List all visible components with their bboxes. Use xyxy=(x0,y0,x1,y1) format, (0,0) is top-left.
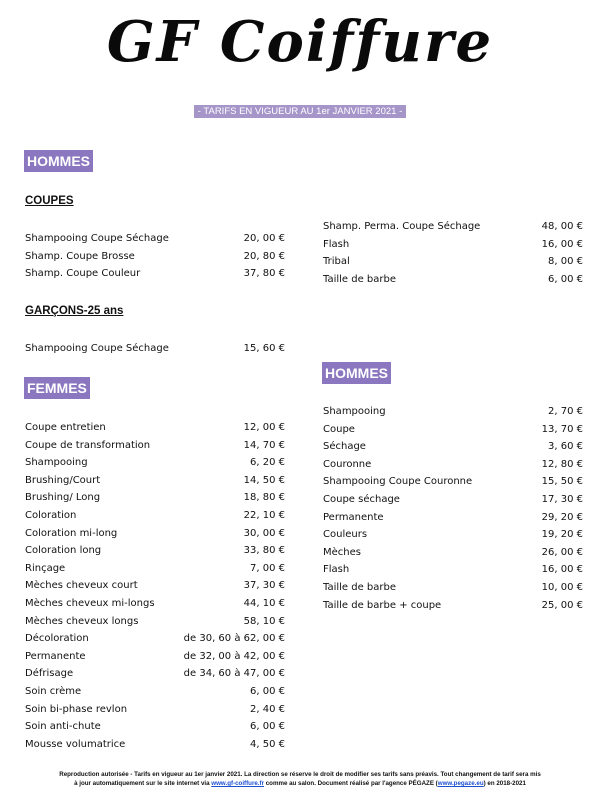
service-price: 4, 50 € xyxy=(250,738,285,750)
price-row xyxy=(323,544,583,562)
service-price: 16, 00 € xyxy=(541,564,583,576)
service-name: Permanente xyxy=(25,650,86,662)
price-row xyxy=(323,236,583,254)
service-name: Soin crème xyxy=(25,685,82,697)
price-row xyxy=(323,421,583,439)
service-price: 48, 00 € xyxy=(541,221,583,232)
service-price: 2, 40 € xyxy=(250,703,285,715)
service-name: Shampooing Coupe Couronne xyxy=(323,476,473,488)
price-row xyxy=(25,437,285,455)
price-row xyxy=(323,509,583,527)
footer-link-pegaze[interactable]: www.pegaze.eu xyxy=(437,780,484,787)
service-name: Couleurs xyxy=(323,529,368,541)
service-name: Coloration mi-long xyxy=(25,527,118,539)
service-price: 22, 10 € xyxy=(243,509,285,521)
price-row xyxy=(25,248,285,266)
service-price: 14, 70 € xyxy=(243,439,285,451)
service-name: Taille de barbe xyxy=(323,581,397,593)
price-row xyxy=(25,665,285,683)
service-price: 15, 60 € xyxy=(243,343,285,354)
section-badge-hommes: HOMMES xyxy=(24,150,93,172)
service-price: 26, 00 € xyxy=(541,546,583,558)
price-row xyxy=(323,473,583,491)
price-row xyxy=(323,403,583,421)
service-name: Défrisage xyxy=(25,668,74,680)
brand-logo: GF Coiffure xyxy=(106,9,494,75)
service-name: Soin anti-chute xyxy=(25,721,101,733)
price-row xyxy=(323,271,583,289)
price-row xyxy=(323,597,583,615)
price-row xyxy=(25,613,285,631)
service-price: 12, 00 € xyxy=(243,422,285,433)
price-row xyxy=(25,718,285,736)
price-row xyxy=(25,542,285,560)
price-row xyxy=(25,265,285,283)
service-price: 6, 20 € xyxy=(250,457,285,469)
service-price: 2, 70 € xyxy=(548,406,583,417)
price-row xyxy=(323,456,583,474)
service-name: Taille de barbe xyxy=(323,273,397,285)
service-price: 44, 10 € xyxy=(243,597,285,609)
price-row xyxy=(323,438,583,456)
section-badge-hommes-2: HOMMES xyxy=(322,362,391,384)
footer-line-2a: à jour automatiquement sur le site internet via xyxy=(74,780,212,787)
service-price: de 34, 60 à 47, 00 € xyxy=(183,668,285,680)
service-name: Mèches xyxy=(323,546,361,558)
price-row xyxy=(323,218,583,236)
footer-link-gf-coiffure[interactable]: www.gf-coiffure.fr xyxy=(211,780,264,787)
service-name: Shampooing Coupe Séchage xyxy=(25,343,169,354)
service-name: Taille de barbe + coupe xyxy=(323,599,442,611)
price-row xyxy=(25,630,285,648)
service-price: 6, 00 € xyxy=(548,273,583,285)
service-name: Décoloration xyxy=(25,633,89,645)
service-name: Mèches cheveux court xyxy=(25,580,138,592)
service-name: Rinçage xyxy=(25,562,66,574)
price-row xyxy=(25,701,285,719)
price-row xyxy=(25,560,285,578)
service-name: Brushing/ Long xyxy=(25,492,101,504)
service-name: Coloration long xyxy=(25,545,102,557)
hommes2-price-list xyxy=(323,403,583,614)
footer-line-2c: ) en 2018-2021 xyxy=(483,780,526,787)
service-price: 37, 30 € xyxy=(243,580,285,592)
service-name: Coupe xyxy=(323,423,355,435)
service-price: 6, 00 € xyxy=(250,721,285,733)
service-name: Séchage xyxy=(323,441,366,453)
service-name: Flash xyxy=(323,238,350,250)
service-price: 6, 00 € xyxy=(250,685,285,697)
coupes-right-price-list xyxy=(323,218,583,288)
service-name: Coupe de transformation xyxy=(25,439,151,451)
service-name: Coupe séchage xyxy=(323,493,400,505)
service-name: Coupe entretien xyxy=(25,422,106,433)
price-row xyxy=(25,340,285,358)
service-price: 25, 00 € xyxy=(541,599,583,611)
service-price: 58, 10 € xyxy=(243,615,285,627)
service-price: 10, 00 € xyxy=(541,581,583,593)
service-price: 7, 00 € xyxy=(250,562,285,574)
service-price: de 32, 00 à 42, 00 € xyxy=(183,650,285,662)
price-row xyxy=(25,683,285,701)
garcons-price-list xyxy=(25,340,285,358)
service-price: 20, 00 € xyxy=(243,233,285,244)
service-price: 37, 80 € xyxy=(243,268,285,280)
coupes-price-list xyxy=(25,230,285,283)
service-name: Permanente xyxy=(323,511,384,523)
service-name: Soin bi-phase revlon xyxy=(25,703,128,715)
service-price: 15, 50 € xyxy=(541,476,583,488)
price-row xyxy=(25,230,285,248)
service-name: Shamp. Perma. Coupe Séchage xyxy=(323,221,481,232)
service-price: 14, 50 € xyxy=(243,474,285,486)
service-price: 16, 00 € xyxy=(541,238,583,250)
price-row xyxy=(323,579,583,597)
service-name: Shamp. Coupe Brosse xyxy=(25,250,135,262)
femmes-price-list xyxy=(25,419,285,753)
price-row xyxy=(25,595,285,613)
service-name: Shampooing Coupe Séchage xyxy=(25,233,169,244)
price-row xyxy=(25,648,285,666)
service-name: Shamp. Coupe Couleur xyxy=(25,268,141,280)
footer-line-2b: comme au salon. Document réalisé par l'agence PÉGAZE ( xyxy=(264,780,438,787)
section-title-garcons: GARÇONS-25 ans xyxy=(25,305,124,317)
service-name: Shampooing xyxy=(25,457,88,469)
price-row xyxy=(323,491,583,509)
service-name: Mèches cheveux longs xyxy=(25,615,139,627)
price-row xyxy=(25,507,285,525)
service-price: 17, 30 € xyxy=(541,493,583,505)
service-name: Shampooing xyxy=(323,406,386,417)
price-row xyxy=(25,577,285,595)
footer-line-1: Reproduction autorisée - Tarifs en vigueur au 1er janvier 2021. La direction se réserve le droit de modifier ses tarifs sans préavis. Tout changement de tarif sera mis xyxy=(59,771,541,778)
service-name: Flash xyxy=(323,564,350,576)
service-price: 30, 00 € xyxy=(243,527,285,539)
section-title-coupes: COUPES xyxy=(25,195,74,207)
price-row xyxy=(25,736,285,754)
service-name: Tribal xyxy=(323,256,350,268)
service-price: 20, 80 € xyxy=(243,250,285,262)
service-price: 19, 20 € xyxy=(541,529,583,541)
price-row xyxy=(323,561,583,579)
service-price: de 30, 60 à 62, 00 € xyxy=(183,633,285,645)
service-price: 33, 80 € xyxy=(243,545,285,557)
price-row xyxy=(323,253,583,271)
service-price: 8, 00 € xyxy=(548,256,583,268)
price-row xyxy=(25,525,285,543)
service-name: Coloration xyxy=(25,509,77,521)
tariff-subtitle: - TARIFS EN VIGUEUR AU 1er JANVIER 2021 - xyxy=(194,105,406,118)
price-row xyxy=(25,419,285,437)
service-price: 18, 80 € xyxy=(243,492,285,504)
service-name: Mousse volumatrice xyxy=(25,738,126,750)
service-price: 3, 60 € xyxy=(548,441,583,453)
service-name: Couronne xyxy=(323,458,372,470)
service-price: 29, 20 € xyxy=(541,511,583,523)
service-name: Brushing/Court xyxy=(25,474,101,486)
price-row xyxy=(25,454,285,472)
price-row xyxy=(25,472,285,490)
service-name: Mèches cheveux mi-longs xyxy=(25,597,155,609)
footer-legal-text xyxy=(14,770,586,788)
price-row xyxy=(25,489,285,507)
price-row xyxy=(323,526,583,544)
service-price: 13, 70 € xyxy=(541,423,583,435)
section-badge-femmes: FEMMES xyxy=(24,377,90,399)
service-price: 12, 80 € xyxy=(541,458,583,470)
